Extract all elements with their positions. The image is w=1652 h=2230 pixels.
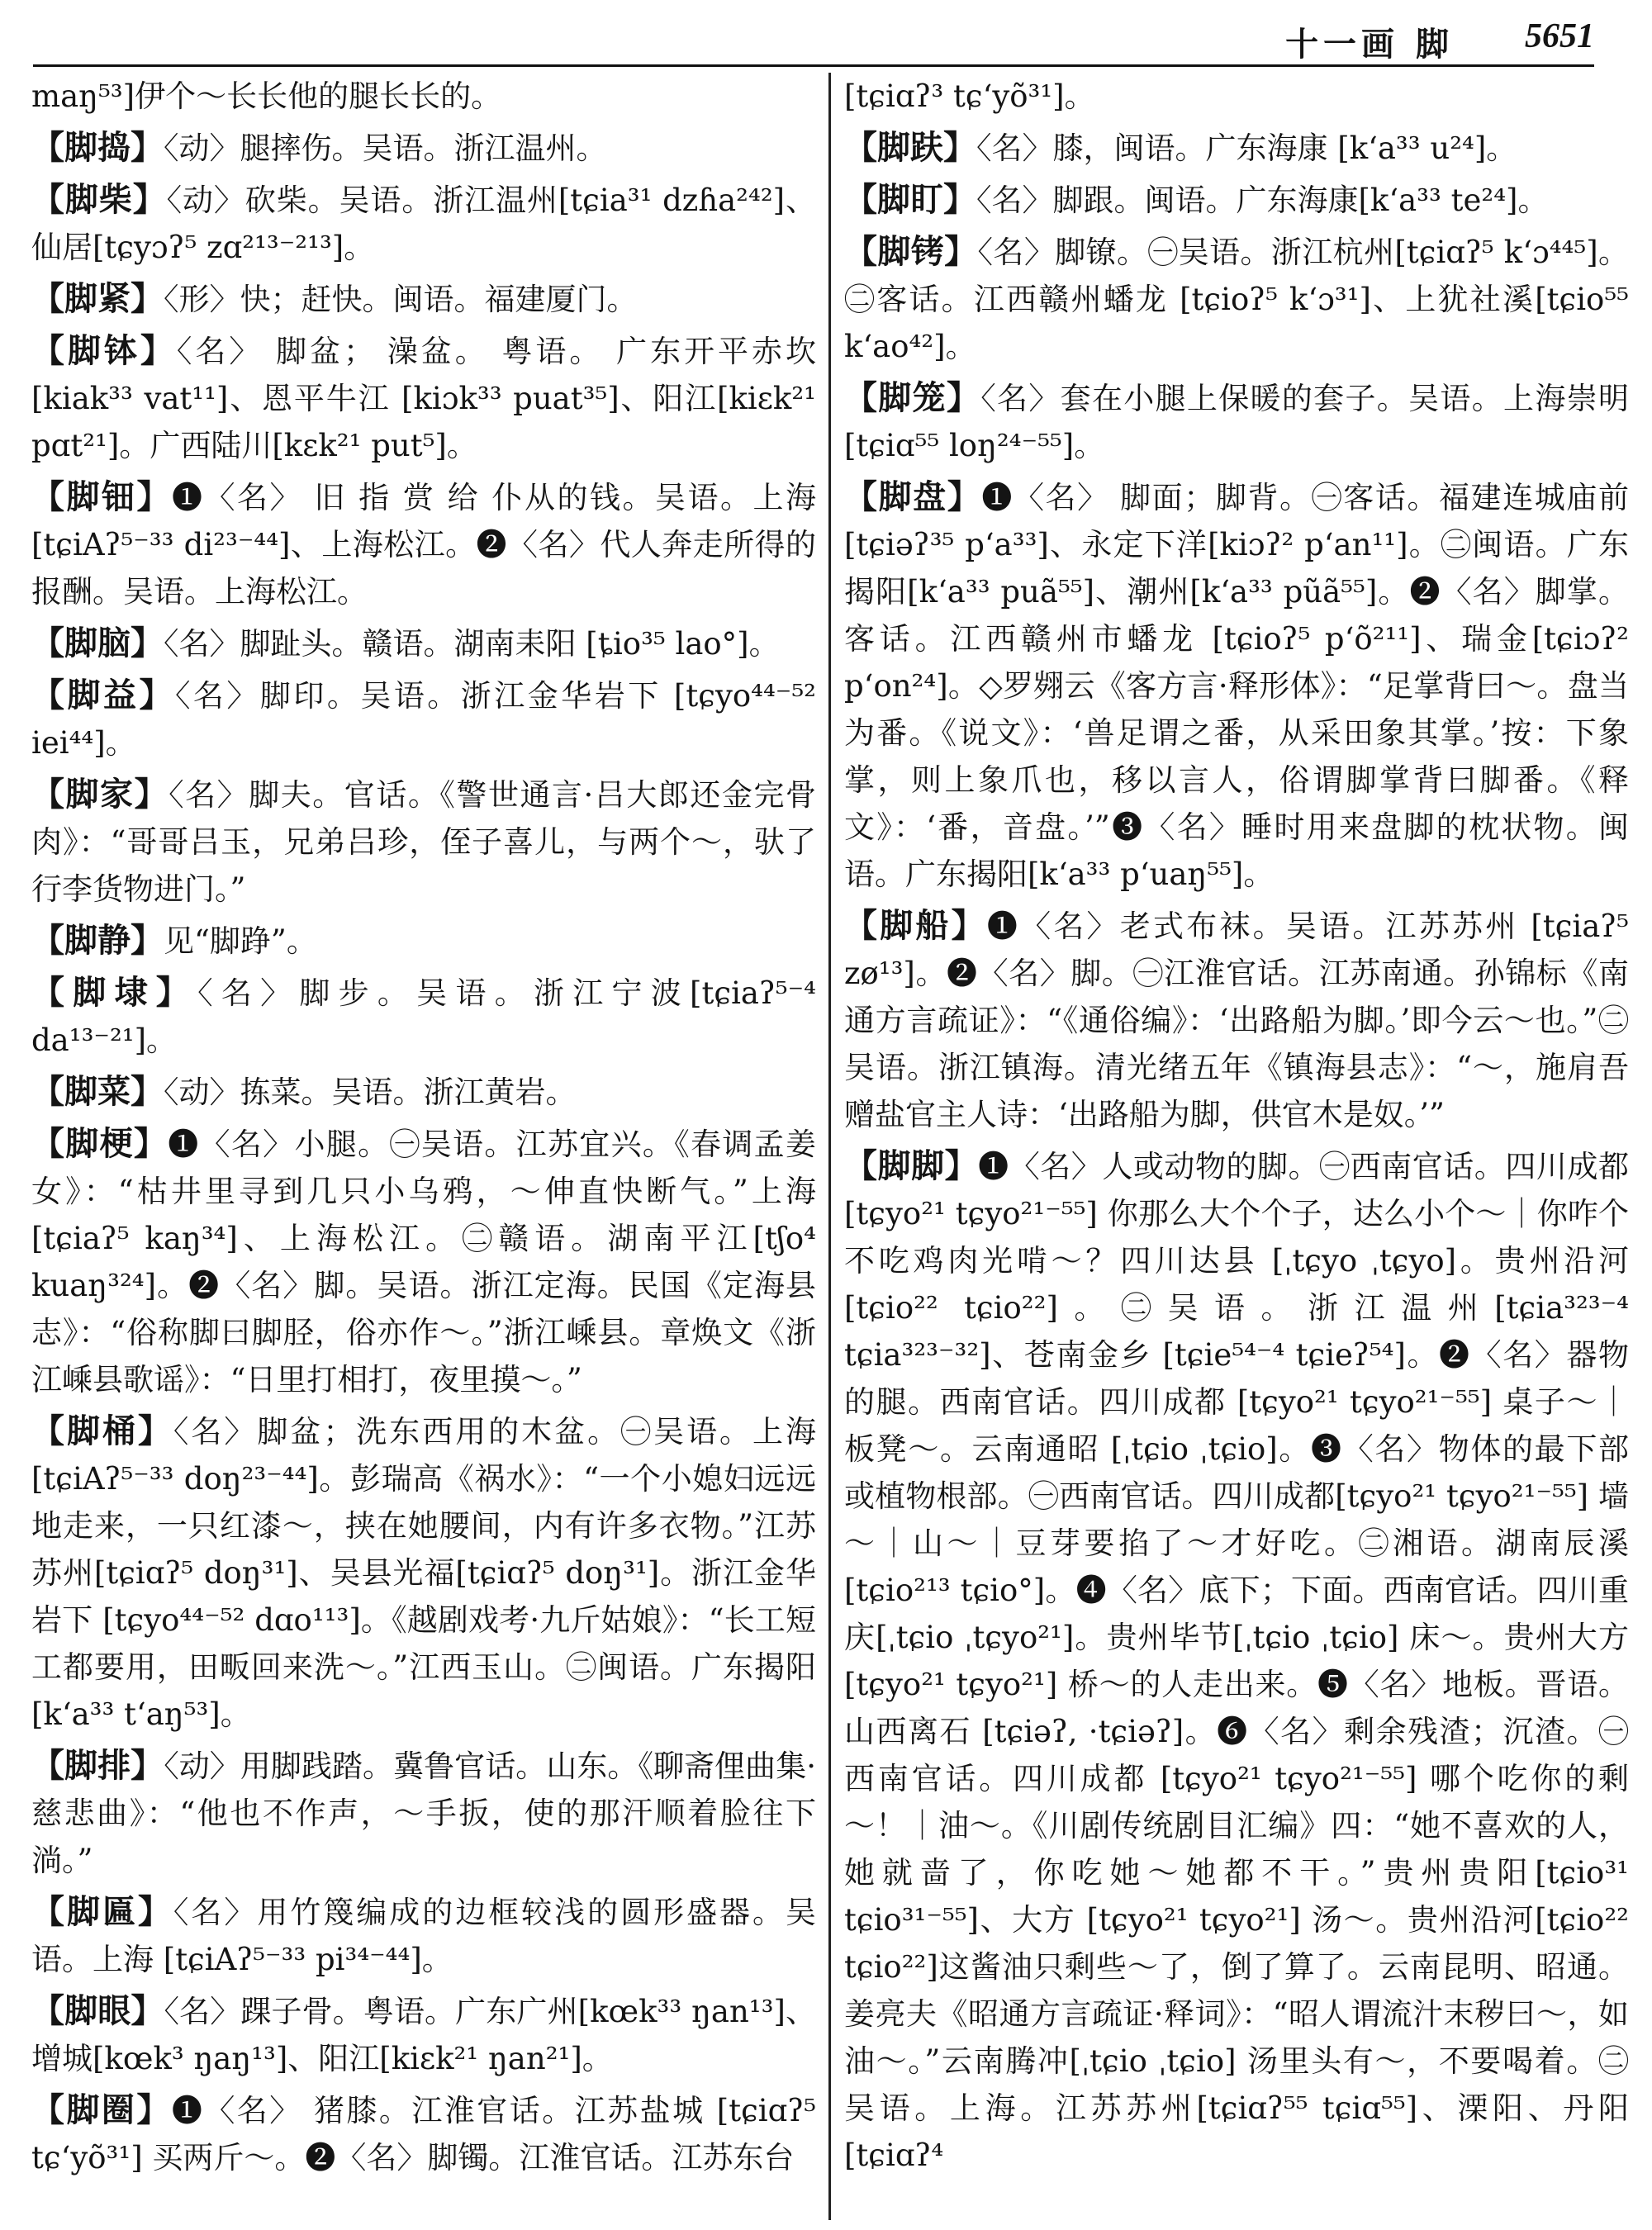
entry-definition: 〈名〉用竹篾编成的边框较浅的圆形盛器。吴语。上海 [tɕiAʔ⁵⁻³³ pi³⁴⁻⁴⁴]。: [31, 1895, 816, 1977]
entry-headword: 【脚盘】: [844, 478, 982, 516]
entry-headword: 【脚圈】: [31, 2091, 172, 2129]
entry-definition: 〈名〉踝子骨。粤语。广东广州[kœk³³ ŋan¹³]、增城[kœk³ ŋaŋ¹³]、阳江[kiɛk²¹ ŋan²¹]。: [31, 1994, 816, 2076]
dictionary-entry: [31, 1743, 816, 1884]
entry-definition: maŋ⁵³]伊个～长长他的腿长长的。: [31, 78, 502, 114]
running-head: 十一画 脚: [1285, 26, 1454, 64]
entry-headword: 【脚脚】: [844, 1147, 979, 1185]
entry-headword: 【脚趺】: [844, 129, 976, 167]
dictionary-entry: [31, 918, 816, 965]
entry-definition: 〈名〉脚印。吴语。浙江金华岩下 [tɕyo⁴⁴⁻⁵² iei⁴⁴]。: [31, 678, 816, 761]
dictionary-entry: [844, 474, 1629, 898]
entry-definition: ❶〈名〉小腿。㊀吴语。江苏宜兴。《春调孟姜女》：“枯井里寻到几只小乌鸦，～伸直快断气。”上海[tɕiaʔ⁵ kaŋ³⁴]、上海松江。㊁赣语。湖南平江[tʃo⁴ kuaŋ³²⁴]。❷〈名〉脚。吴语。浙江定海。民国《定海县志》：“俗称脚曰脚胫，俗亦作～。”浙江嵊县。章焕文《浙江嵊县歌谣》：“日里打相打，夜里摸～。”: [31, 1127, 816, 1397]
dictionary-entry: [31, 1121, 816, 1403]
entry-headword: 【脚匾】: [31, 1893, 173, 1931]
dictionary-entry: [844, 229, 1629, 370]
entry-headword: 【脚紧】: [31, 280, 164, 318]
dictionary-entry: [31, 276, 816, 323]
dictionary-entry: [844, 73, 1629, 120]
entry-definition: ❶〈名〉人或动物的脚。㊀西南官话。四川成都 [tɕyo²¹ tɕyo²¹⁻⁵⁵] 你那么大个个子，达么小个～｜你咋个不吃鸡肉光啃～？四川达县 [ˌtɕyo ˌtɕyo]。贵州沿河[tɕio²² tɕio²²]。㊁吴语。浙江温州[tɕia³²³⁻⁴ tɕia³²³⁻³²]、苍南金乡 [tɕie⁵⁴⁻⁴ tɕieʔ⁵⁴]。❷〈名〉器物的腿。西南官话。四川成都 [tɕyo²¹ tɕyo²¹⁻⁵⁵] 桌子～｜板凳～。云南通昭 [ˌtɕio ˌtɕio]。❸〈名〉物体的最下部或植物根部。㊀西南官话。四川成都[tɕyo²¹ tɕyo²¹⁻⁵⁵] 墙～｜山～｜豆芽要掐了～才好吃。㊁湘语。湖南辰溪 [tɕio²¹³ tɕio°]。❹〈名〉底下；下面。西南官话。四川重庆[ˌtɕio ˌtɕyo²¹]。贵州毕节[ˌtɕio ˌtɕio] 床～。贵州大方 [tɕyo²¹ tɕyo²¹] 桥～的人走出来。❺〈名〉地板。晋语。山西离石 [tɕiəʔ, ·tɕiəʔ]。❻〈名〉剩余残渣；沉渣。㊀西南官话。四川成都 [tɕyo²¹ tɕyo²¹⁻⁵⁵] 哪个吃你的剩～！｜油～。《川剧传统剧目汇编》四：“她不喜欢的人，她就啬了，你吃她～她都不干。”贵州贵阳[tɕio³¹ tɕio³¹⁻⁵⁵]、大方 [tɕyo²¹ tɕyo²¹] 汤～。贵州沿河[tɕio²² tɕio²²]这酱油只剩些～了，倒了算了。云南昆明、昭通。姜亮夫《昭通方言疏证·释词》：“昭人谓流汁末秽曰～，如油～。”云南腾冲[ˌtɕio ˌtɕio] 汤里头有～，不要喝着。㊁吴语。上海。江苏苏州[tɕiɑʔ⁵⁵ tɕiɑ⁵⁵]、溧阳、丹阳[tɕiɑʔ⁴: [844, 1149, 1629, 2173]
dictionary-entry: [844, 375, 1629, 469]
entry-definition: 〈名〉脚盆；洗东西用的木盆。㊀吴语。上海[tɕiAʔ⁵⁻³³ doŋ²³⁻⁴⁴]。彭瑞高《祸水》：“一个小媳妇远远地走来，一只红漆～，挟在她腰间，内有许多衣物。”江苏苏州[tɕiɑʔ⁵ doŋ³¹]、吴县光福[tɕiɑʔ⁵ doŋ³¹]。浙江金华岩下 [tɕyo⁴⁴⁻⁵² dɑo¹¹³]。《越剧戏考·九斤姑娘》：“长工短工都要用，田畈回来洗～。”江西玉山。㊁闽语。广东揭阳[k‘a³³ t‘aŋ⁵³]。: [31, 1414, 816, 1732]
entry-headword: 【脚益】: [31, 676, 175, 714]
entry-headword: 【脚笼】: [844, 379, 981, 417]
entry-definition: 〈名〉套在小腿上保暖的套子。吴语。上海崇明[tɕiɑ⁵⁵ loŋ²⁴⁻⁵⁵]。: [844, 381, 1629, 463]
entry-headword: 【脚盯】: [844, 181, 976, 219]
dictionary-entry: [31, 177, 816, 271]
entry-definition: 见“脚踭”。: [164, 923, 317, 959]
entry-definition: 〈名〉脚步。吴语。浙江宁波[tɕiaʔ⁵⁻⁴ da¹³⁻²¹]。: [31, 975, 816, 1058]
entry-definition: 〈动〉砍柴。吴语。浙江温州[tɕia³¹ dzɦa²⁴²]、仙居[tɕyɔʔ⁵ zɑ²¹³⁻²¹³]。: [31, 183, 816, 265]
dictionary-entry: [31, 970, 816, 1064]
entry-definition: [tɕiɑʔ³ tɕ‘yõ³¹]。: [844, 78, 1095, 114]
dictionary-entry: [844, 177, 1629, 224]
entry-definition: 〈名〉脚夫。官话。《警世通言·吕大郎还金完骨肉》：“哥哥吕玉，兄弟吕珍，侄子喜儿，与两个～，驮了行李货物进门。”: [31, 777, 816, 907]
entry-definition: 〈名〉 脚盆； 澡盆。 粤语。 广东开平赤坎[kiak³³ vat¹¹]、恩平牛江 [kiɔk³³ puat³⁵]、阳江[kiɛk²¹ pɑt²¹]。广西陆川[kɛk²¹ put⁵]。: [31, 334, 816, 463]
entry-headword: 【脚菜】: [31, 1073, 164, 1111]
entry-definition: 〈动〉用脚践踏。冀鲁官话。山东。《聊斋俚曲集·慈悲曲》：“他也不作声，～手扳，使的那汗顺着脸往下淌。”: [31, 1748, 816, 1878]
entry-headword: 【脚埭】: [31, 974, 198, 1012]
entry-headword: 【脚钵】: [31, 332, 177, 370]
column-divider: [828, 73, 831, 2220]
dictionary-entry: [844, 1143, 1629, 2179]
dictionary-entry: [31, 328, 816, 469]
entry-headword: 【脚铐】: [844, 233, 978, 271]
dictionary-entry: [31, 620, 816, 667]
dictionary-entry: [31, 73, 816, 120]
entry-definition: 〈动〉腿摔伤。吴语。浙江温州。: [164, 130, 607, 166]
dictionary-entry: [31, 1408, 816, 1738]
dictionary-entry: [31, 125, 816, 172]
dictionary-entry: [844, 903, 1629, 1138]
entry-headword: 【脚梗】: [31, 1125, 169, 1163]
dictionary-entry: [31, 474, 816, 615]
entry-headword: 【脚家】: [31, 776, 169, 814]
dictionary-entry: [31, 2087, 816, 2181]
entry-headword: 【脚柴】: [31, 181, 167, 219]
entry-headword: 【脚静】: [31, 922, 164, 960]
dictionary-entry: [31, 672, 816, 766]
entry-headword: 【脚桶】: [31, 1412, 173, 1450]
entry-definition: ❶〈名〉 脚面；脚背。㊀客话。福建连城庙前 [tɕiəʔ³⁵ p‘a³³]、永定下洋[kiɔʔ² p‘an¹¹]。㊁闽语。广东揭阳[k‘a³³ puã⁵⁵]、潮州[k‘a³³ pũã⁵⁵]。❷〈名〉脚掌。客话。江西赣州市蟠龙 [tɕioʔ⁵ p‘õ²¹¹]、瑞金[tɕiɔʔ² p‘on²⁴]。◇罗翙云《客方言·释形体》：“足掌背曰～。盘当为番。《说文》：‘兽足谓之番，从采田象其掌。’按：下象掌，则上象爪也，移以言人，俗谓脚掌背曰脚番。《释文》：‘番，音盘。’”❸〈名〉睡时用来盘脚的枕状物。闽语。广东揭阳[k‘a³³ p‘uaŋ⁵⁵]。: [844, 480, 1629, 892]
page-header: [33, 15, 1594, 67]
entry-definition: ❶〈名〉 旧 指 赏 给 仆从的钱。吴语。上海[tɕiAʔ⁵⁻³³ di²³⁻⁴⁴]、上海松江。❷〈名〉代人奔走所得的报酬。吴语。上海松江。: [31, 480, 816, 610]
left-column: [31, 73, 816, 2212]
entry-headword: 【脚脑】: [31, 624, 164, 662]
page-number: 5651: [1525, 17, 1594, 55]
entry-headword: 【脚钿】: [31, 478, 173, 516]
right-column: [844, 73, 1629, 2212]
entry-definition: 〈名〉脚趾头。赣语。湖南耒阳 [ȶio³⁵ lao°]。: [164, 626, 780, 662]
entry-definition: ❶〈名〉 猪膝。江淮官话。江苏盐城 [tɕiɑʔ⁵ tɕ‘yõ³¹] 买两斤～。❷〈名〉脚镯。江淮官话。江苏东台: [31, 2093, 816, 2175]
entry-definition: 〈形〉快；赶快。闽语。福建厦门。: [164, 282, 638, 317]
dictionary-entry: [844, 125, 1629, 172]
dictionary-entry: [31, 1889, 816, 1983]
entry-definition: 〈名〉脚镣。㊀吴语。浙江杭州[tɕiɑʔ⁵ k‘ɔ⁴⁴⁵]。㊁客话。江西赣州蟠龙 [tɕioʔ⁵ k‘ɔ³¹]、上犹社溪[tɕio⁵⁵ k‘ao⁴²]。: [844, 235, 1629, 364]
entry-headword: 【脚船】: [844, 907, 987, 945]
entry-definition: 〈名〉膝，闽语。广东海康 [k‘a³³ u²⁴]。: [976, 130, 1517, 166]
entry-headword: 【脚捣】: [31, 129, 164, 167]
entry-definition: 〈动〉拣菜。吴语。浙江黄岩。: [164, 1075, 577, 1110]
entry-definition: 〈名〉脚跟。闽语。广东海康[k‘a³³ te²⁴]。: [976, 183, 1549, 218]
dictionary-entry: [31, 1069, 816, 1116]
entry-headword: 【脚眼】: [31, 1992, 164, 2030]
dictionary-entry: [31, 771, 816, 913]
dictionary-entry: [31, 1988, 816, 2082]
entry-definition: ❶〈名〉老式布袜。吴语。江苏苏州 [tɕiaʔ⁵ zø¹³]。❷〈名〉脚。㊀江淮官话。江苏南通。孙锦标《南通方言疏证》：“《通俗编》：‘出路船为脚。’即今云～也。”㊁吴语。浙江镇海。清光绪五年《镇海县志》：“～，施肩吾赠盐官主人诗：‘出路船为脚，供官木是奴。’”: [844, 909, 1629, 1132]
entry-headword: 【脚排】: [31, 1747, 164, 1785]
